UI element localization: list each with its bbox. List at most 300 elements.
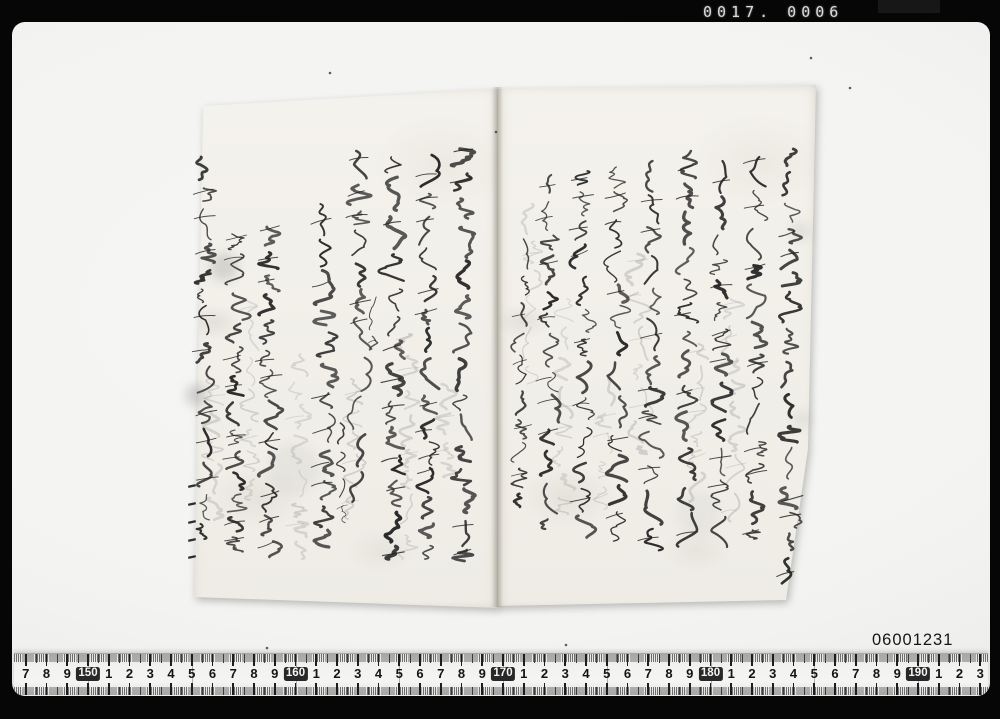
calligraphy-stroke <box>400 415 415 445</box>
calligraphy-stroke <box>340 479 345 498</box>
ruler-number: 150 <box>76 667 100 681</box>
ruler-number: 2 <box>125 666 134 681</box>
ruler-half-cm-tick <box>679 687 680 696</box>
ruler-half-cm-tick <box>119 654 120 663</box>
calligraphy-stroke <box>710 456 732 459</box>
calligraphy-stroke <box>757 442 766 456</box>
ruler-cm-tick <box>793 683 795 695</box>
ruler-half-cm-tick <box>285 654 286 663</box>
calligraphy-stroke <box>785 149 796 166</box>
calligraphy-stroke <box>259 295 274 316</box>
calligraphy-stroke <box>342 506 346 523</box>
ruler-number: 1 <box>727 666 735 681</box>
calligraphy-stroke <box>227 403 239 426</box>
ruler-half-cm-tick <box>223 654 224 663</box>
ruler-cm-tick <box>46 654 48 666</box>
photo-backdrop <box>12 22 990 696</box>
ruler-cm-tick <box>87 654 89 666</box>
ruler-number: 5 <box>603 666 611 681</box>
calligraphy-stroke <box>538 399 558 404</box>
ruler-number: 8 <box>665 666 673 681</box>
ruler-number: 9 <box>478 666 486 681</box>
ruler-cm-tick <box>523 654 525 666</box>
stitch-mark <box>188 555 196 559</box>
dust-speck <box>810 57 813 60</box>
ruler-half-cm-tick <box>451 654 452 663</box>
ruler-half-cm-tick <box>659 654 660 663</box>
ruler-number: 3 <box>146 666 154 681</box>
calligraphy-stroke <box>645 491 662 524</box>
calligraphy-stroke <box>371 336 378 349</box>
ruler-cm-tick <box>876 683 878 695</box>
ruler-cm-tick <box>730 683 732 695</box>
ruler-half-cm-tick <box>202 687 203 696</box>
ruler-cm-tick <box>253 683 255 695</box>
calligraphy-stroke <box>354 151 366 178</box>
ruler-number: 3 <box>976 666 984 681</box>
calligraphy-stroke <box>511 334 524 352</box>
ruler-half-cm-tick <box>98 687 99 696</box>
calligraphy-stroke <box>421 359 439 389</box>
ruler-number: 7 <box>22 666 30 681</box>
ruler-half-cm-tick <box>78 654 79 663</box>
ruler-cm-tick <box>232 683 234 695</box>
ruler-half-cm-tick <box>181 687 182 696</box>
ruler-cm-tick <box>627 654 629 666</box>
ruler-half-cm-tick <box>908 654 909 663</box>
calligraphy-stroke <box>516 420 526 439</box>
ruler-cm-tick <box>917 683 919 695</box>
calligraphy-stroke <box>457 199 473 219</box>
calligraphy-stroke <box>782 273 801 286</box>
calligraphy-stroke <box>198 289 204 302</box>
calligraphy-stroke <box>779 292 801 322</box>
ink-smudge <box>793 410 811 428</box>
calligraphy-stroke <box>713 235 718 254</box>
calligraphy-stroke <box>609 167 625 188</box>
ruler-half-cm-tick <box>949 687 950 696</box>
ruler-half-cm-tick <box>493 654 494 663</box>
ruler-cm-tick <box>419 683 421 695</box>
ruler-half-cm-tick <box>638 654 639 663</box>
calligraphy-stroke <box>202 442 223 460</box>
ruler-cm-tick <box>751 683 753 695</box>
ruler-cm-tick <box>398 683 400 695</box>
stitch-mark <box>188 538 196 542</box>
ruler-number: 8 <box>457 666 466 681</box>
ruler-half-cm-tick <box>928 654 929 663</box>
ruler-cm-tick <box>606 654 608 666</box>
dust-speck <box>329 72 332 75</box>
calligraphy-stroke <box>321 481 336 500</box>
calligraphy-stroke <box>716 197 725 229</box>
ruler-half-cm-tick <box>596 654 597 663</box>
calligraphy-stroke <box>197 157 208 180</box>
ruler-cm-tick <box>585 654 587 666</box>
calligraphy-stroke <box>459 227 474 257</box>
ruler-cm-tick <box>170 654 172 666</box>
ruler-cm-tick <box>66 683 68 695</box>
ruler-cm-tick <box>627 683 629 695</box>
calligraphy-stroke <box>726 455 744 485</box>
ruler-half-cm-tick <box>389 687 390 696</box>
ruler-cm-tick <box>357 683 359 695</box>
ruler-cm-tick <box>295 683 297 695</box>
calligraphy-stroke <box>419 454 439 459</box>
ruler-half-cm-tick <box>244 687 245 696</box>
calligraphy-stroke <box>232 347 243 373</box>
ruler-half-cm-tick <box>244 654 245 663</box>
calligraphy-stroke <box>382 458 398 462</box>
ruler-number: 9 <box>271 666 279 681</box>
ruler-half-cm-tick <box>700 654 701 663</box>
ruler-cm-tick <box>710 654 712 666</box>
calligraphy-stroke <box>750 157 765 186</box>
calligraphy-stroke <box>419 524 433 538</box>
calligraphy-stroke <box>516 391 526 414</box>
ruler-half-cm-tick <box>202 654 203 663</box>
calligraphy-stroke <box>516 355 526 384</box>
ruler-cm-tick <box>834 683 836 695</box>
calligraphy-layer <box>12 22 990 696</box>
calligraphy-stroke <box>752 378 762 399</box>
calligraphy-stroke <box>312 282 327 287</box>
calligraphy-stroke <box>606 455 627 481</box>
ruler-half-cm-tick <box>908 687 909 696</box>
calligraphy-stroke <box>683 279 696 300</box>
ruler-number: 9 <box>63 666 71 681</box>
calligraphy-stroke <box>522 204 534 234</box>
ruler-cm-tick <box>25 654 27 666</box>
calligraphy-stroke <box>350 300 371 305</box>
calligraphy-stroke <box>554 358 570 380</box>
calligraphy-stroke <box>421 420 433 439</box>
ink-smudge <box>268 443 320 495</box>
ruler-half-cm-tick <box>887 687 888 696</box>
ruler-number: 8 <box>42 666 51 681</box>
calligraphy-stroke <box>196 438 216 443</box>
ruler-half-cm-tick <box>78 687 79 696</box>
calligraphy-stroke <box>234 473 245 490</box>
ruler-half-cm-tick <box>140 687 141 696</box>
ruler-half-cm-tick <box>327 687 328 696</box>
calligraphy-stroke <box>243 451 259 471</box>
calligraphy-stroke <box>691 432 702 447</box>
calligraphy-stroke <box>697 344 708 359</box>
calligraphy-stroke <box>194 216 215 219</box>
calligraphy-stroke <box>577 428 592 458</box>
calligraphy-stroke <box>512 314 525 317</box>
calligraphy-stroke <box>611 512 626 541</box>
calligraphy-stroke <box>715 281 727 298</box>
calligraphy-stroke <box>379 254 404 280</box>
dust-speck <box>849 87 852 90</box>
calligraphy-stroke <box>785 394 793 417</box>
calligraphy-stroke <box>352 211 369 224</box>
calligraphy-stroke <box>292 504 307 517</box>
ruler-number: 2 <box>955 666 964 681</box>
calligraphy-stroke <box>712 330 730 336</box>
calligraphy-stroke <box>544 484 557 514</box>
calligraphy-stroke <box>232 294 251 320</box>
calligraphy-stroke <box>405 391 420 409</box>
calligraphy-stroke <box>745 448 761 452</box>
ruler-cm-tick <box>191 654 193 666</box>
ruler-number: 6 <box>208 666 217 681</box>
calligraphy-stroke <box>213 464 221 493</box>
calligraphy-stroke <box>262 484 276 512</box>
ruler-cm-tick <box>647 683 649 695</box>
calligraphy-stroke <box>418 469 433 474</box>
ruler-half-cm-tick <box>804 687 805 696</box>
ruler-cm-tick <box>730 654 732 666</box>
ruler-half-cm-tick <box>451 687 452 696</box>
calligraphy-stroke <box>575 221 586 240</box>
calligraphy-stroke <box>387 177 399 210</box>
ruler-cm-tick <box>523 683 525 695</box>
ruler-cm-tick <box>315 683 317 695</box>
calligraphy-stroke <box>645 256 658 284</box>
ruler-half-cm-tick <box>866 687 867 696</box>
calligraphy-stroke <box>730 402 739 418</box>
calligraphy-stroke <box>782 362 793 387</box>
calligraphy-stroke <box>575 171 589 185</box>
ruler-number: 9 <box>893 666 901 681</box>
calligraphy-stroke <box>260 320 274 344</box>
calligraphy-stroke <box>194 315 215 317</box>
ruler-number: 1 <box>312 666 320 681</box>
calligraphy-stroke <box>314 271 334 305</box>
calligraphy-stroke <box>681 151 697 178</box>
calligraphy-stroke <box>569 227 587 230</box>
ruler-number: 1 <box>520 666 528 681</box>
ruler-cm-tick <box>108 654 110 666</box>
calligraphy-stroke <box>382 405 404 409</box>
calligraphy-stroke <box>641 200 662 202</box>
calligraphy-stroke <box>260 351 269 366</box>
ruler-half-cm-tick <box>389 654 390 663</box>
calligraphy-stroke <box>650 288 661 314</box>
ruler-number: 7 <box>644 666 652 681</box>
calligraphy-stroke <box>197 343 210 362</box>
ruler-half-cm-tick <box>493 687 494 696</box>
calligraphy-stroke <box>678 165 693 171</box>
ruler-half-cm-tick <box>368 654 369 663</box>
calligraphy-stroke <box>356 264 365 287</box>
stitch-mark <box>188 502 196 506</box>
calligraphy-stroke <box>743 159 765 164</box>
ruler-cm-tick <box>813 654 815 666</box>
calligraphy-stroke <box>596 414 611 428</box>
ruler-cm-tick <box>108 683 110 695</box>
ruler-half-cm-tick <box>36 654 37 663</box>
ruler-number: 170 <box>491 667 515 681</box>
ruler-half-cm-tick <box>617 687 618 696</box>
calligraphy-stroke <box>199 306 209 335</box>
ruler-cm-tick <box>66 654 68 666</box>
ruler-cm-tick <box>772 683 774 695</box>
calligraphy-stroke <box>547 175 552 193</box>
calligraphy-stroke <box>724 299 744 319</box>
ruler-cm-tick <box>959 654 961 666</box>
calligraphy-stroke <box>313 428 331 433</box>
ruler-half-cm-tick <box>430 654 431 663</box>
calligraphy-stroke <box>386 401 396 424</box>
ruler-half-cm-tick <box>119 687 120 696</box>
ruler-cm-tick <box>544 654 546 666</box>
calligraphy-stroke <box>779 426 800 442</box>
dust-speck <box>266 647 269 650</box>
calligraphy-stroke <box>553 447 563 466</box>
ruler-half-cm-tick <box>513 687 514 696</box>
calligraphy-stroke <box>544 334 559 367</box>
film-edge-artifact <box>878 0 940 13</box>
ruler-number: 180 <box>698 667 722 681</box>
ruler-number: 5 <box>188 666 196 681</box>
calligraphy-stroke <box>461 415 472 440</box>
calligraphy-stroke <box>697 366 702 400</box>
ruler-half-cm-tick <box>700 687 701 696</box>
ruler-half-cm-tick <box>638 687 639 696</box>
calligraphy-stroke <box>425 328 430 352</box>
calligraphy-stroke <box>608 436 621 452</box>
ruler-half-cm-tick <box>825 654 826 663</box>
ruler-number: 6 <box>623 666 632 681</box>
ruler-half-cm-tick <box>306 687 307 696</box>
calligraphy-stroke <box>337 452 345 471</box>
calligraphy-stroke <box>531 271 542 290</box>
calligraphy-stroke <box>687 404 706 428</box>
calligraphy-stroke <box>542 202 549 231</box>
calligraphy-stroke <box>676 412 688 441</box>
ruler-cm-tick <box>668 654 670 666</box>
ruler-number: 2 <box>748 666 756 681</box>
ruler-half-cm-tick <box>410 654 411 663</box>
calligraphy-stroke <box>783 172 790 195</box>
ruler-cm-tick <box>46 683 48 695</box>
calligraphy-stroke <box>523 327 531 359</box>
ruler-half-cm-tick <box>742 687 743 696</box>
calligraphy-stroke <box>255 359 273 361</box>
ruler-number: 7 <box>229 666 237 681</box>
ruler-cm-tick <box>710 683 712 695</box>
calligraphy-stroke <box>226 324 241 343</box>
calligraphy-stroke <box>577 277 588 305</box>
ruler-cm-tick <box>959 683 961 695</box>
ruler-half-cm-tick <box>555 687 556 696</box>
ruler-number: 8 <box>872 666 881 681</box>
ruler-half-cm-tick <box>783 654 784 663</box>
calligraphy-stroke <box>639 327 648 360</box>
calligraphy-stroke <box>539 313 548 326</box>
calligraphy-stroke <box>289 382 302 399</box>
calligraphy-stroke <box>354 318 371 350</box>
calligraphy-stroke <box>583 310 597 333</box>
calligraphy-stroke <box>618 285 628 302</box>
ruler-number: 3 <box>769 666 777 681</box>
calligraphy-stroke <box>442 463 456 477</box>
calligraphy-stroke <box>747 404 759 434</box>
ruler-number: 2 <box>333 666 341 681</box>
ruler-half-cm-tick <box>306 654 307 663</box>
calligraphy-stroke <box>729 426 746 451</box>
ruler-cm-tick <box>315 654 317 666</box>
calligraphy-stroke <box>420 194 436 209</box>
ruler-half-cm-tick <box>264 687 265 696</box>
calligraphy-stroke <box>295 542 305 559</box>
calligraphy-stroke <box>617 333 626 356</box>
calligraphy-stroke <box>228 517 243 531</box>
ruler-cm-tick <box>378 683 380 695</box>
calligraphy-stroke <box>385 512 401 542</box>
ruler-half-cm-tick <box>576 654 577 663</box>
calligraphy-stroke <box>577 398 595 420</box>
calligraphy-stroke <box>345 495 353 519</box>
ruler-number: 190 <box>906 667 930 681</box>
calligraphy-stroke <box>712 383 732 412</box>
calligraphy-stroke <box>679 351 690 378</box>
ruler-cm-tick <box>87 683 89 695</box>
ruler-half-cm-tick <box>825 687 826 696</box>
ruler-cm-tick <box>191 683 193 695</box>
ruler-cm-tick <box>585 683 587 695</box>
calligraphy-stroke <box>247 358 255 386</box>
catalog-number: 06001231 <box>872 631 954 649</box>
ruler-half-cm-tick <box>57 654 58 663</box>
ruler-cm-tick <box>419 654 421 666</box>
ruler-cm-tick <box>440 683 442 695</box>
ruler-half-cm-tick <box>368 687 369 696</box>
ruler-half-cm-tick <box>804 654 805 663</box>
calligraphy-stroke <box>453 395 467 410</box>
calligraphy-stroke <box>541 235 559 249</box>
calligraphy-stroke <box>249 320 259 350</box>
ruler-cm-tick <box>336 654 338 666</box>
ruler-half-cm-tick <box>762 654 763 663</box>
ruler-half-cm-tick <box>140 654 141 663</box>
calligraphy-stroke <box>228 494 247 512</box>
ruler-number: 1 <box>935 666 943 681</box>
calligraphy-stroke <box>573 403 589 406</box>
ruler-half-cm-tick <box>98 654 99 663</box>
calligraphy-stroke <box>611 306 631 329</box>
ruler-half-cm-tick <box>617 654 618 663</box>
ruler-cm-tick <box>606 683 608 695</box>
calligraphy-stroke <box>320 240 331 267</box>
ruler-half-cm-tick <box>928 687 929 696</box>
calligraphy-stroke <box>314 311 335 325</box>
calligraphy-stroke <box>317 333 338 357</box>
calligraphy-stroke <box>524 295 535 323</box>
ruler-cm-tick <box>461 654 463 666</box>
calligraphy-stroke <box>229 430 242 445</box>
calligraphy-stroke <box>388 317 400 336</box>
calligraphy-stroke <box>456 447 471 462</box>
calligraphy-stroke <box>728 494 739 522</box>
ruler-cm-tick <box>793 654 795 666</box>
ruler-cm-tick <box>855 654 857 666</box>
ruler-number: 3 <box>561 666 569 681</box>
calligraphy-stroke <box>389 481 402 507</box>
calligraphy-stroke <box>456 359 466 391</box>
calligraphy-stroke <box>200 209 211 240</box>
ruler-half-cm-tick <box>347 654 348 663</box>
ruler-cm-tick <box>481 683 483 695</box>
calligraphy-stroke <box>421 155 440 187</box>
calligraphy-stroke <box>361 358 371 391</box>
ruler-cm-tick <box>25 683 27 695</box>
ruler-half-cm-tick <box>285 687 286 696</box>
